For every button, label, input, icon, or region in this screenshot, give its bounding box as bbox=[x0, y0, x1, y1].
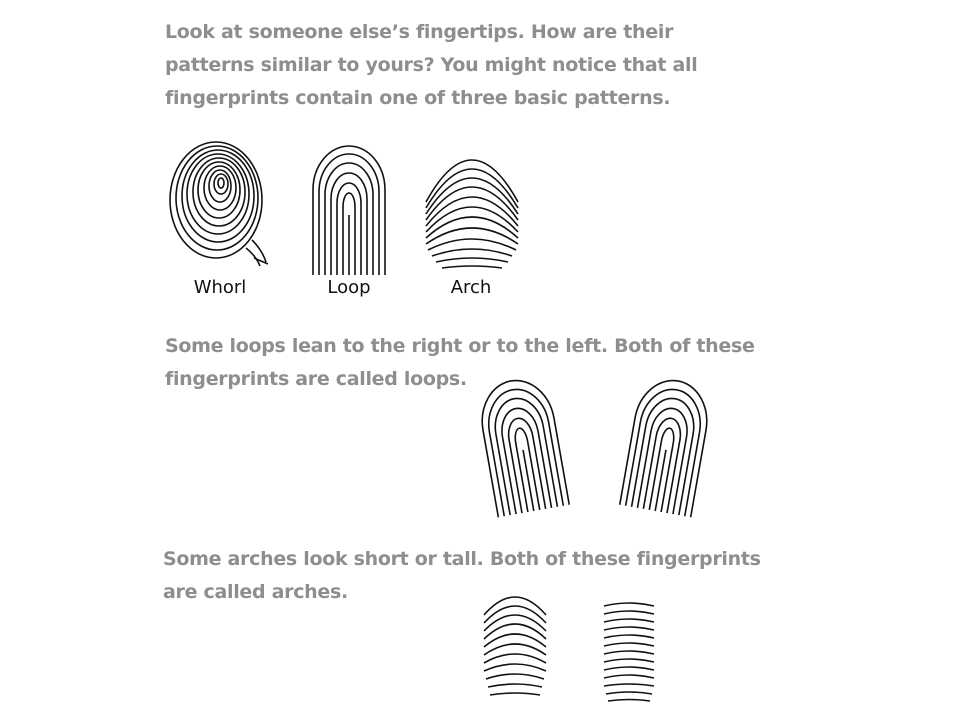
arch-fingerprint-drawing bbox=[422, 122, 522, 270]
arch-label: Arch bbox=[450, 277, 492, 298]
whorl-fingerprint-drawing bbox=[166, 140, 270, 268]
right-loop-drawing bbox=[623, 372, 711, 516]
loop-label: Loop bbox=[327, 277, 371, 298]
whorl-fingerprint bbox=[166, 140, 270, 268]
left-leaning-loop-fingerprint bbox=[478, 372, 566, 516]
whorl-label: Whorl bbox=[193, 277, 247, 298]
right-leaning-loop-fingerprint bbox=[623, 372, 711, 516]
arches-line-1: Some arches look short or tall. Both of these fingerprints bbox=[163, 548, 761, 570]
loops-line-2: fingerprints are called loops. bbox=[165, 368, 467, 390]
arch-fingerprint bbox=[422, 122, 522, 270]
intro-line-1: Look at someone else’s fingertips. How are their bbox=[165, 21, 674, 43]
arches-paragraph bbox=[163, 543, 761, 609]
short-arch-fingerprint bbox=[600, 600, 658, 704]
loop-fingerprint bbox=[305, 135, 391, 281]
intro-line-3: fingerprints contain one of three basic patterns. bbox=[165, 87, 671, 109]
tall-arch-drawing bbox=[480, 585, 550, 701]
short-arch-drawing bbox=[600, 600, 658, 704]
intro-paragraph bbox=[165, 16, 697, 115]
intro-line-2: patterns similar to yours? You might notice that all bbox=[165, 54, 698, 76]
loops-line-1: Some loops lean to the right or to the left. Both of these bbox=[165, 335, 755, 357]
loop-fingerprint-drawing bbox=[305, 135, 391, 281]
arches-line-2: are called arches. bbox=[163, 581, 348, 603]
tall-arch-fingerprint bbox=[480, 585, 550, 701]
left-loop-drawing bbox=[478, 372, 566, 516]
